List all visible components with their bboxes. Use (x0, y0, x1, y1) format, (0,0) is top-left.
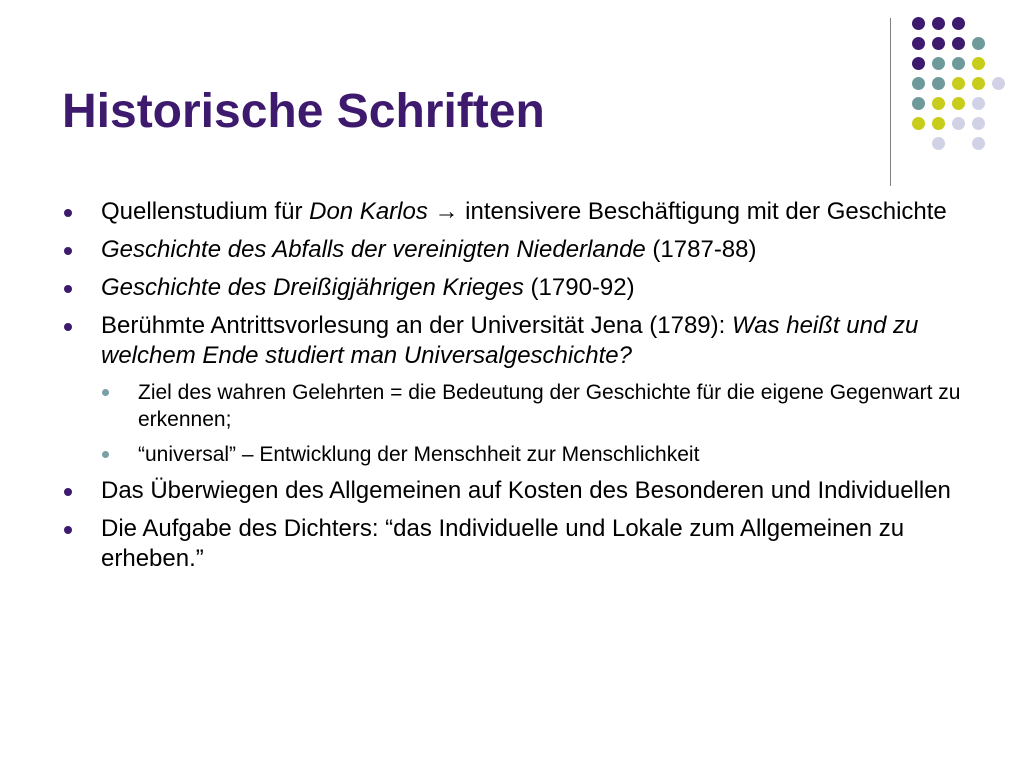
sub-list-item (64, 379, 964, 433)
decorative-dot (912, 17, 925, 30)
item-italic-text: Don Karlos (309, 198, 428, 225)
item-text: Berühmte Antrittsvorlesung an der Universität Jena (1789): (101, 312, 732, 339)
item-text: Das Überwiegen des Allgemeinen auf Kosten des Besonderen und Individuellen (101, 477, 951, 504)
slide-title: Historische Schriften (62, 85, 545, 138)
decorative-dot (972, 117, 985, 130)
bullet-icon (64, 209, 72, 217)
decorative-dot (912, 37, 925, 50)
decorative-dot (932, 97, 945, 110)
list-item (64, 235, 964, 265)
list-item (64, 476, 964, 506)
item-italic-text: Geschichte des Dreißigjährigen Krieges (101, 274, 524, 301)
item-text: (1790-92) (523, 274, 635, 301)
decorative-dot (932, 37, 945, 50)
decorative-dot (952, 77, 965, 90)
decorative-divider (890, 18, 891, 186)
decorative-dot (952, 97, 965, 110)
sub-bullet-icon (102, 451, 109, 458)
decorative-dot (932, 137, 945, 150)
decorative-dot (912, 97, 925, 110)
decorative-dot (972, 137, 985, 150)
decorative-dot (912, 57, 925, 70)
list-item (64, 273, 964, 303)
decorative-dot (932, 17, 945, 30)
sub-item-text: “universal” – Entwicklung der Menschheit zur Menschlichkeit (138, 443, 700, 466)
sub-item-text: Ziel des wahren Gelehrten = die Bedeutung der Geschichte für die eigene Gegenwart zu erkennen; (138, 381, 961, 431)
decorative-dot (932, 117, 945, 130)
decorative-dot (952, 57, 965, 70)
bullet-icon (64, 526, 72, 534)
item-text: → intensivere Beschäftigung mit der Geschichte (427, 198, 947, 225)
decorative-dot (932, 77, 945, 90)
decorative-dot (912, 117, 925, 130)
sub-list-item (64, 441, 964, 468)
item-text: Die Aufgabe des Dichters: “das Individuelle und Lokale zum Allgemeinen zu erheben.” (101, 515, 905, 572)
bullet-icon (64, 488, 72, 496)
list-item (64, 197, 964, 227)
decorative-dot (972, 57, 985, 70)
item-italic-text: Was heißt und zu welchem Ende studiert man Universalgeschichte? (101, 312, 919, 369)
bullet-list (64, 197, 964, 582)
list-item (64, 311, 964, 371)
bullet-icon (64, 323, 72, 331)
item-text: Quellenstudium für (101, 198, 310, 225)
decorative-dot (952, 17, 965, 30)
decorative-dot (992, 77, 1005, 90)
decorative-dot (972, 37, 985, 50)
decorative-dot (932, 57, 945, 70)
decorative-dot (972, 77, 985, 90)
decorative-dot (972, 97, 985, 110)
bullet-icon (64, 247, 72, 255)
bullet-icon (64, 285, 72, 293)
sub-bullet-icon (102, 389, 109, 396)
item-italic-text: Geschichte des Abfalls der vereinigten Niederlande (101, 236, 646, 263)
item-text: (1787-88) (645, 236, 757, 263)
list-item (64, 514, 964, 574)
decorative-dot (912, 77, 925, 90)
decorative-dot (952, 37, 965, 50)
decorative-dot (952, 117, 965, 130)
